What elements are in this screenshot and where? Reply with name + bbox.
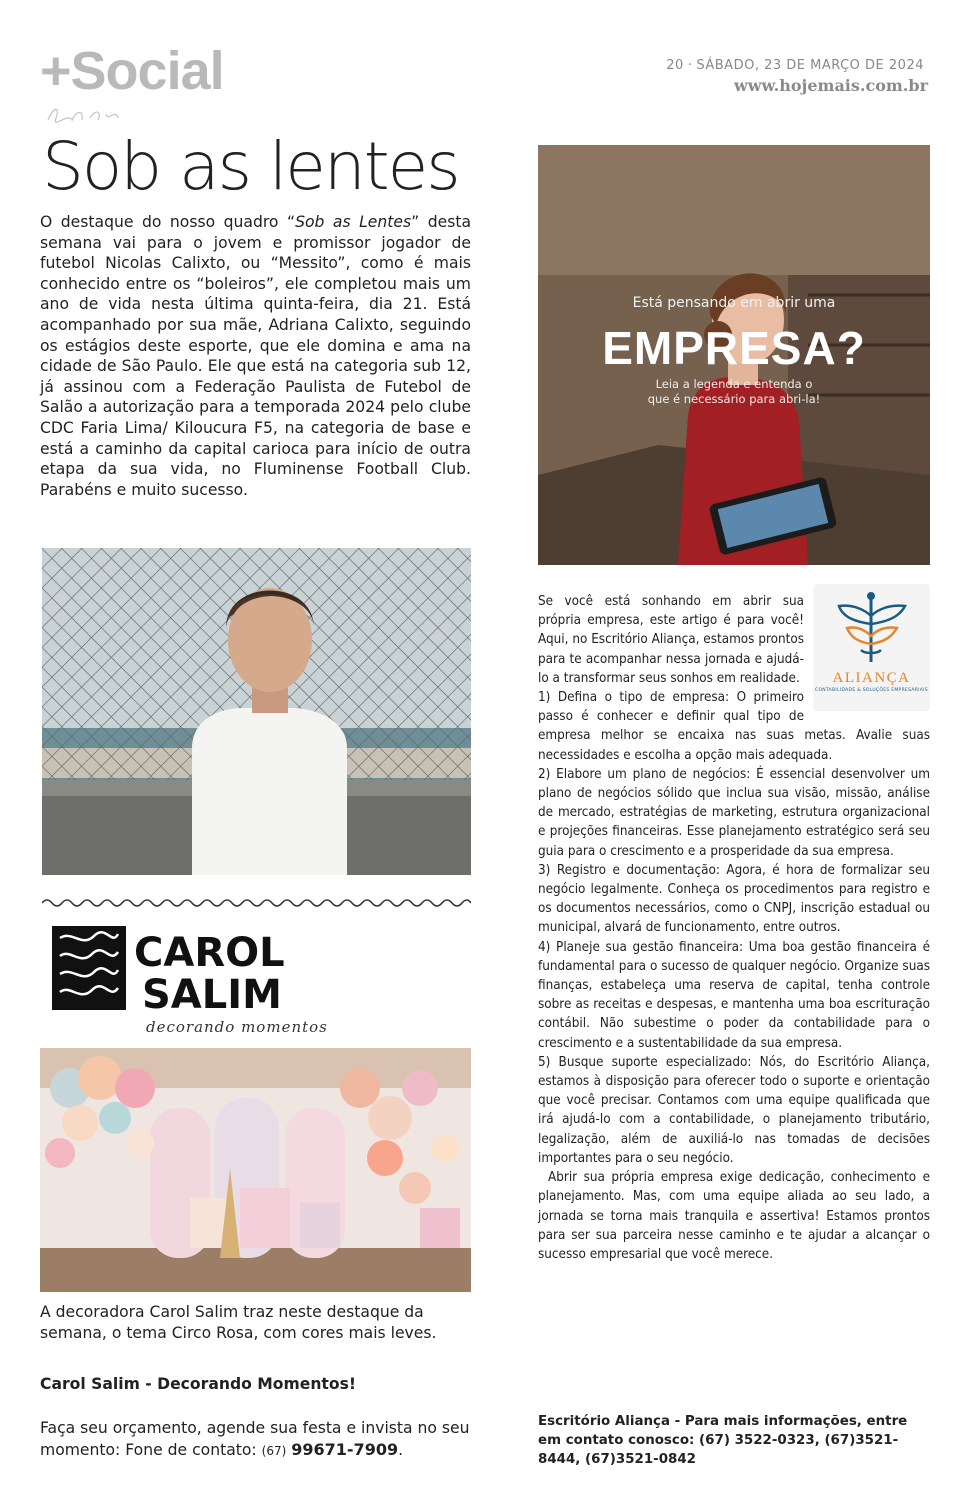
svg-text:SALIM: SALIM — [142, 972, 282, 1018]
article-intro: Se você está sonhando em abrir sua própria empresa, este artigo é para você! Aqui, no Escritório Aliança, estamos prontos para te acompanhar nessa jornada e ajudá-lo a transformar seus sonhos em realidade. — [538, 594, 804, 686]
edition-date: SÁBADO, 23 DE MARÇO DE 2024 — [696, 58, 924, 73]
page-number: 20 — [666, 58, 684, 73]
alianca-name: ALIANÇA — [832, 670, 911, 686]
section-title: +Social — [40, 41, 224, 101]
carol-salim-logo — [52, 926, 342, 1022]
edition-line: 20 · SÁBADO, 23 DE MARÇO DE 2024 — [666, 58, 924, 73]
column-title: Sob as lentes — [42, 128, 459, 205]
svg-text:CAROL: CAROL — [134, 930, 285, 976]
carol-slogan: Carol Salim - Decorando Momentos! — [40, 1375, 356, 1393]
party-decoration-photo — [40, 1048, 471, 1292]
article-step-5: 5) Busque suporte especializado: Nós, do Escritório Aliança, estamos à disposição para oferecer todo o suporte e orientação que você precisar. Contamos com uma equipe qualificada que irá ajudá-lo com a contabilidade, o planejamento tributário, legalização, além de auxiliá-lo nas tomadas de decisões importantes para o seu negócio. — [538, 1054, 930, 1166]
carol-contact: Faça seu orçamento, agende sua festa e invista no seu momento: Fone de contato: (67) 99671-7909. — [40, 1419, 470, 1459]
article-signoff: Escritório Aliança - Para mais informações, entre em contato conosco: (67) 3522-0323, (67)3521-8444, (67)3521-0842 — [538, 1414, 908, 1467]
kid-photo — [42, 548, 471, 875]
article-closing: Abrir sua própria empresa exige dedicação, conhecimento e planejamento. Mas, com uma equipe aliada ao seu lado, a jornada se torna mais tranquila e assertiva! Estamos prontos para ser sua parceira nesse caminho e te ajudar a alcançar o sucesso empresarial que você merece. — [538, 1170, 930, 1262]
carol-phone: 99671-7909 — [291, 1440, 399, 1459]
alianca-subtitle: CONTABILIDADE & SOLUÇÕES EMPRESARIAIS — [815, 688, 928, 693]
ad-headline-top: Está pensando em abrir uma — [632, 295, 836, 311]
ad-headline-sub: Leia a legenda e entenda o que é necessário para abri-la! — [647, 377, 821, 406]
carol-description: A decoradora Carol Salim traz neste destaque da semana, o tema Circo Rosa, com cores mais leves. — [40, 1303, 437, 1342]
column-name-italic: Sob as Lentes — [295, 213, 412, 231]
carol-tagline: decorando momentos — [146, 1018, 328, 1036]
wavy-divider — [42, 896, 471, 910]
author-signature — [44, 104, 124, 130]
column-article-text: O destaque do nosso quadro “Sob as Lentes” desta semana vai para o jovem e promissor jogador de futebol Nicolas Calixto, ou “Messito”, como é mais conhecido entre os “boleiros”, ele completou mais um ano de vida nesta última quinta-feira, dia 21. Está acompanhado por sua mãe, Adriana Calixto, seguindo os estágios deste esporte, que ele domina e ama na cidade de São Paulo. Ele que está na categoria sub 12, já assinou com a Federação Paulista de Futebol de Salão a autorização para a temporada 2024 pelo clube CDC Faria Lima/ Kiloucura F5, na categoria de base e está a caminho da capital carioca para início de outra etapa da sua vida, no Fluminense Football Club. Parabéns e muito sucesso. — [40, 213, 472, 499]
article-step-4: 4) Planeje sua gestão financeira: Uma boa gestão financeira é fundamental para o sucesso de qualquer negócio. Organize suas finanças, estabeleça uma reserva de capital, tenha controle sobre as receitas e despesas, e mantenha uma boa escrituração contábil. Não subestime o poder da contabilidade para o crescimento e a sustentabilidade da sua empresa. — [538, 939, 930, 1051]
phone-prefix: (67) — [261, 1444, 287, 1458]
article-step-1: 1) Defina o tipo de empresa: O primeiro passo é conhecer e definir qual tipo de empresa melhor se encaixa nas suas metas. Avalie suas necessidades e escolha a opção mais adequada. — [538, 690, 930, 763]
website-url: www.hojemais.com.br — [733, 76, 928, 95]
article-step-3: 3) Registro e documentação: Agora, é hora de formalizar seu negócio legalmente. Conheça os procedimentos para registro e os documentos necessários, como o CNPJ, inscrição estadual ou municipal, alvará de funcionamento, entre outros. — [538, 862, 930, 936]
article-step-2: 2) Elabore um plano de negócios: É essencial desenvolver um plano de negócios sólido que inclua sua visão, missão, análise de mercado, estratégias de marketing, estrutura organizacional e projeções financeiras. Esse planejamento estratégico será seu guia para o crescimento e a prosperidade da sua empresa. — [538, 766, 930, 859]
ad-headline-main: EMPRESA? — [602, 322, 866, 374]
alianca-article — [538, 592, 930, 1264]
empresa-ad-image — [538, 145, 930, 565]
